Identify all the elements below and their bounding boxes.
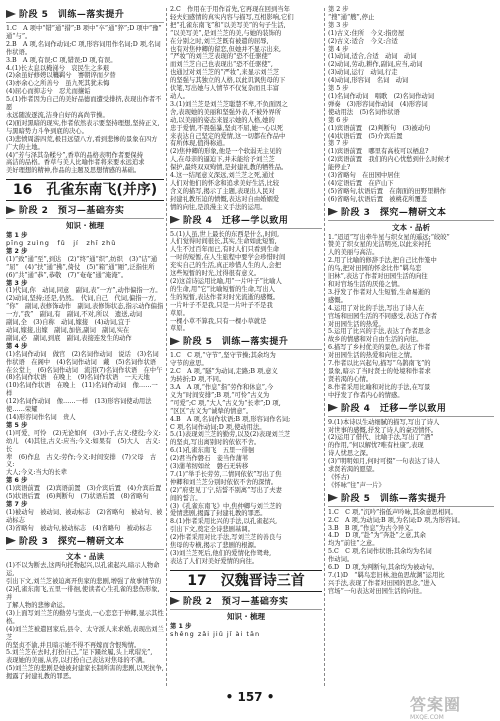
text-line: 3.B A 项,有误;C 项,错误;D 项,有误。 — [6, 56, 117, 64]
left-column — [6, 6, 164, 681]
text-line: (14)形容词作名词 贵人 — [6, 413, 76, 421]
text-line: 景象,暗示了当时贤士的处境和作者求 — [328, 367, 431, 375]
section-heading: 阶段 3 探究—精研文本 — [6, 536, 164, 550]
text-line: 2.C A 项,为动词;B 项,为名词;D 项,为形容词。 — [328, 516, 464, 524]
text-line: 5.C C 项,名词作状语;其余均为名词 — [328, 548, 432, 556]
section-heading: 阶段 5 训练—落实提升 — [328, 493, 494, 507]
text-line: 5.(1)表现刘兰芝的勤劳,以及(2)表现刘兰芝 — [170, 431, 291, 439]
text-line: 第 3 步 — [328, 21, 349, 29]
text-line: 2.C 作用在于用作首先,它再现在回到当年 — [170, 6, 290, 13]
text-line: (3)省略句 被动句,被动标志 (4)省略句 被动标志 — [6, 524, 152, 532]
text-line: 一方,“我” 副词,有 副词,不对,所以 遗送,动词 — [6, 311, 143, 319]
text-line: 7.作者以比兴起句,描写“乌鹊南飞”的 — [328, 360, 431, 368]
text-line: (6)省略句,状语后置 被桃花所覆盖 — [328, 195, 428, 203]
subsection-heading: 文本 · 品析 — [391, 222, 431, 232]
text-line: (3)蒲苇纫如丝 磐石无转移 — [170, 463, 249, 471]
text-line: 作状语 在阁中 (4)名词作动词 戴 (5)名词作状语 — [6, 358, 157, 366]
section-heading: 阶段 2 预习—基础夯实 — [6, 205, 164, 219]
answer-block — [6, 485, 164, 501]
text-line: 了解人物的悲惨命运。 — [6, 602, 69, 609]
text-line: 《怀古) — [328, 473, 350, 481]
text-line: 赞美了织女星的光洁明亮,以此来衬托 — [328, 241, 431, 249]
text-line: (1)宾语前置 (2)判断句 (3)被动句 — [328, 124, 431, 132]
section-heading: 阶段 5 训练—落实提升 — [6, 9, 164, 23]
text-line: 而刘兰芝自己也表现出“恐不任驱使”, — [170, 61, 273, 69]
text-line: 表达了人们对美好爱情的向往。 — [170, 557, 259, 565]
text-line: 副词,全 (3)自称 动词,嫁接 (4)动词,宜于 — [6, 319, 131, 327]
text-line: 焦母的专横,揭示了悲剧的根源。 — [170, 542, 261, 550]
section-heading: 阶段 3 探究—精研文本 — [328, 207, 494, 221]
text-line: 4.这一结尾意义深远,刘兰芝之死,通过 — [170, 172, 275, 180]
right-column — [328, 6, 494, 596]
text-line: 旧林”,表达了作者对田园生活的向往 — [328, 273, 428, 281]
text-line: 4.B A 项,名词作状语;B 项,形容词作名词; — [170, 415, 291, 423]
text-line: 4.(1)长太息以掩涕兮 哀民生之多艰 — [6, 64, 110, 72]
text-line: “屈” (4)“扶”通“拂”,倚仗 (5)“箱”通“厢”,泛指住所 — [6, 263, 155, 271]
answer-block — [6, 562, 164, 681]
text-line: 表现她的美丽,从容,以打扮自己表达对焦母的不满。 — [6, 657, 149, 665]
watermark-logo: 答案圈 MXQE.COM — [410, 695, 462, 721]
text-line: 《怀咏“往”声一片》 — [328, 481, 385, 489]
answer-block — [6, 430, 164, 477]
text-line: (4)刘兰芝被遣回家后,县令、太守派人来求婚,表现出刘兰芝 — [6, 625, 164, 641]
text-line: (1)动词,适合,合适 动词 动词 — [328, 53, 417, 61]
answer-block — [170, 231, 322, 334]
text-line: (5)状语后置 (6)判断句 (7)状语后置 (8)省略句 — [6, 493, 149, 501]
text-line: 诗人忧思之深。 — [328, 450, 373, 458]
text-line: 在分别之时,刘兰芝既有被遣的屈辱, — [170, 37, 269, 45]
text-line: (5)省略句,状语后置 在南面的田野里耕作 — [328, 187, 446, 195]
text-line: “可爱”;C 项,“大人”古义为“长辈”;D 项, — [170, 399, 281, 407]
text-line: 义为“时间安排”;B 项,“可怜”古义为 — [170, 391, 270, 399]
column-divider — [324, 8, 325, 686]
text-line: 1.C C 项,“守节”,坚守节操;其余均为 — [170, 352, 276, 360]
text-line: 辈 (6)作息 古义:劳作;今义:时间安排 (7)父母 古义: — [6, 453, 157, 469]
pinyin-line: shěng zǎi jiǔ jǐ ài tān — [170, 629, 261, 638]
text-line: 官场”一句表达对田园生活的向往。 — [328, 587, 426, 595]
text-line: 第 6 步 — [328, 116, 349, 124]
text-line: 贤若渴的心情。 — [328, 375, 373, 383]
text-line: (3)刘兰芝死后,他们的爱情化作鸳鸯, — [170, 550, 272, 557]
text-line: 6.D D 项,为判断句,其余均为被动句。 — [328, 564, 439, 572]
triangle-icon — [170, 597, 180, 605]
text-line: 4.运用了对比的手法,写出了诗人在 — [328, 304, 425, 312]
text-line: “严妆”的刘兰芝表现的“恐不任驱使” — [170, 53, 272, 61]
text-line: (2)余虽好修姱以鞿羁兮 謇朝谇而夕替 — [6, 72, 116, 80]
step-label: 第 4 步 — [6, 342, 28, 350]
text-line: 轻夫妇感情的真实内容与描写,互相影响,它们 — [170, 13, 294, 21]
text-line: 第 4 步 — [328, 45, 349, 53]
text-line: 3.B B 项,“作息”为古今异义。 — [328, 524, 417, 532]
text-line: 对田园生活的热爱和向往之情。 — [328, 352, 417, 360]
answer-block — [170, 352, 322, 565]
text-line: 通“与”。 — [6, 32, 32, 40]
text-line: (4)定语后置 在庐山下 — [328, 179, 394, 187]
text-line: 7.(1)“举手长劳劳,二情同依依”写出了焦 — [170, 470, 282, 478]
text-line: 永远随波逐流,洁身自好的高尚节操。 — [6, 111, 109, 119]
text-line: (4)动词,形容词 名词 动词 — [328, 77, 409, 85]
text-line: 舍,表现她的美丽和坚强外表,不被外界所 — [170, 108, 282, 116]
text-line: (6)“共”通“恭”,恭敬 (7)“奄奄”通“淹淹”。 — [6, 271, 128, 279]
text-line: (4)屈心而抑志兮 忍尤而攘诟 — [6, 88, 91, 96]
text-line: 有所体现,值得称道。 — [170, 140, 229, 148]
text-line: 5.(1)人虽,世上最长的东西是什么,时间, — [170, 230, 280, 238]
text-line: 生的短暂,表达作者对时光流逝的感慨。 — [170, 293, 280, 301]
text-line: 仲卿和刘兰芝分别时依依不舍的深情。 — [170, 478, 278, 486]
text-line: 引出下文,奠定全诗悲剧基调。 — [170, 526, 254, 534]
subsection-heading: 知识 · 梳理 — [226, 611, 266, 621]
triangle-icon — [6, 206, 16, 214]
text-line: 情的向往,是浪漫主义手法的运用。 — [170, 203, 267, 211]
text-line: 的生命,用“它”比喻短暂的生命,写出人 — [170, 285, 275, 293]
triangle-icon — [170, 337, 180, 345]
middle-column — [170, 6, 322, 639]
text-line: 8.(1)作者采用比兴的手法,以孔雀起兴, — [170, 518, 278, 526]
step-label: 第 1 步 — [170, 622, 192, 630]
text-line: 均为“前往”之意。 — [328, 540, 379, 548]
text-line: 一时的短暂,在人生旅程中要学会珍惜时间 — [170, 254, 286, 262]
text-line: (1)被动句 被动词、被动标志 (2)省略句 被动句、被动标志 — [6, 508, 163, 524]
subsection-heading: 文本 · 品读 — [65, 551, 105, 561]
triangle-icon — [328, 208, 338, 216]
text-line: (5)刘兰芝的悲剧是她被封建家长制所害的悲剧,以死抗争, — [6, 665, 164, 673]
answer-block — [328, 234, 494, 400]
text-line: 人们对他们的怀念和追求美好生活,比较 — [170, 179, 280, 187]
text-line: 5.(1)作者因为自己的美好品德而遭受排挤,表现出作者不愿 — [6, 96, 162, 112]
text-line: 也通过对刘兰芝的“严妆”,来显示刘兰芝 — [170, 69, 280, 77]
step-label: 第 5 步 — [6, 421, 28, 429]
section-heading: 阶段 2 预习—基础夯实 — [170, 596, 322, 610]
text-line: 8.作者采用比喻和对比的手法,在写景 — [328, 383, 431, 391]
text-line: (1)宾语前置 (2)宾语前置 (3)介宾后置 (4)介宾后置 — [6, 485, 162, 493]
text-line: (2)古义:适合 今义:合适 — [328, 37, 398, 45]
text-line: C 项,名词作动词;D 项,使动用法。 — [170, 423, 266, 431]
text-line: 2.B A 项,名词作动词;C 项,形容词用作名词;D 项,名词作状语。 — [6, 40, 161, 56]
text-line: 的坚贞不渝,并且暗示她不得不再嫁而含恨殉情。 — [6, 641, 141, 649]
text-line: 中抒发了作者内心的情感。 — [328, 391, 404, 399]
text-line: “你” 副词,表修饰动作 副词,表修饰状态,指示动作偏指 — [6, 303, 164, 311]
text-line: 守节的意思。 — [170, 360, 208, 368]
text-line: “区区”古义为“诚挚的情意”。 — [170, 407, 253, 415]
subsection-heading: 知识 · 梳理 — [65, 221, 105, 231]
text-line: 和对官场生活的厌倦之情。 — [328, 281, 404, 288]
text-line: 第 2 步 — [328, 6, 349, 13]
answer-block — [328, 419, 494, 490]
text-line: 第 5 步 — [328, 85, 349, 93]
text-line: (1)代词,你 动词,同意 副词,表“一方”,动作偏指一方。 — [6, 287, 162, 295]
text-line: 官场和田园生活的不同感受,表达了作者 — [328, 312, 438, 320]
text-line: (2)面对黑暗的现实,作者依然表示要坚持理想,坚持正义, — [6, 119, 160, 127]
text-line: “搜”通“艘”,停止 — [328, 13, 375, 21]
answer-block — [6, 351, 164, 422]
text-line: 对世事的感慨,抒发了诗人的豪迈情怀。 — [328, 426, 438, 434]
step-label: 第 2 步 — [6, 247, 28, 255]
text-line: 引出下文,刘兰芝被迫离开焦家的悲剧,增强了故事情节的 — [6, 578, 162, 586]
lesson-title: 16 孔雀东南飞(并序) — [6, 179, 164, 201]
text-line: (2)作者采用对比手法,写刘兰芝的善良与 — [170, 534, 282, 542]
text-line: 对田园生活的热爱。 — [328, 320, 385, 328]
text-line: (1)名词作动词 做官 (2)名词作动词 说话 (3)名词 — [6, 350, 159, 358]
triangle-icon — [328, 404, 338, 412]
lesson-title: 17 汉魏晋诗三首 — [170, 570, 322, 592]
text-line: 人生不过百年而已,有时人们只看到生命 — [170, 246, 280, 254]
text-line: (4)“芳与泽其杂糅兮”,香草的品格表明作者要保持 — [6, 151, 144, 159]
text-line: (1)宾语前置 哪里有高枝可以栖息? — [328, 148, 429, 156]
answer-block — [6, 509, 164, 533]
text-line: 的坚贞,写出离别时的依依不舍。 — [170, 439, 261, 447]
text-line: 4.D D 项,“赴”为“奔赴”之意,其余 — [328, 532, 426, 540]
text-line: (2)“府吏见丁宁,结誓不别离”写出了夫妻 — [170, 486, 282, 494]
answer-block — [170, 6, 322, 212]
triangle-icon — [170, 216, 180, 224]
text-line: 一片叶子不是我,只是一片叶子不是我 — [170, 301, 273, 309]
section-heading: 阶段 5 训练—落实提升 — [170, 336, 322, 350]
text-line: (3)省略句 在田园中居住 — [328, 172, 400, 180]
text-line: 揭露了封建礼教的罪恶。 — [6, 673, 76, 681]
text-line: 保护,最终双双殉情,是封建礼教的牺牲品。 — [170, 164, 288, 172]
text-line: 作动词。 — [328, 556, 354, 564]
text-line: 把“孔雀东南飞”和“以美写美”的句子生活, — [170, 21, 286, 29]
triangle-icon — [6, 10, 16, 18]
text-line: (2)孔雀东南飞,五里一徘徊,使读者心生孔雀的悲伤形象,并 — [6, 586, 160, 602]
text-line: 能停止? — [328, 164, 351, 172]
text-line: (2)运用了借代、比喻手法,写出了“酒” — [328, 434, 434, 442]
step-label: 第 7 步 — [6, 500, 28, 508]
text-line: 动,以美丽的姿态来显示她的人格,她的 — [170, 116, 275, 124]
text-line: 兴手法,表现了作者对田园的思念,“进入 — [328, 579, 436, 587]
text-line: “以美写美”,是刘兰芝的美,与她的装饰的 — [170, 29, 282, 37]
text-line: (10)名词作状语 在晚上 (11)名词作动词 像……一样 — [6, 382, 158, 398]
text-line: 2.用了比喻的修辞手法,把自己比作笼中 — [328, 257, 437, 265]
text-line: 这些短暂的时光,过得很有意义。 — [170, 270, 261, 278]
text-line: 人,在母亲的逼迫下,并未能给予刘兰芝 — [170, 156, 275, 164]
text-line: 动词,嫁接,出嫁 副词,加倍,副词 副词,实在 — [6, 327, 130, 334]
text-line: 人们觉得时间很长,其实,生命如此短暂, — [170, 238, 277, 246]
text-line: 故乡的情感和对自由生活的向往。 — [328, 336, 423, 344]
text-line: 使动用法 (5)名词作状语 — [328, 108, 400, 116]
text-line: (1)古义:住所 今义:指房屋 — [328, 29, 405, 37]
text-line: (2)这首诗运用比喻,用“一片叶子”比喻人 — [170, 278, 282, 285]
text-line: 第 7 步 — [328, 140, 349, 148]
text-line: (2)焦仲卿的形象,他是一个软弱无主见的 — [170, 148, 282, 156]
text-line: 5.刘兰芝在去时,打扮自己,“足下蹑丝履,头上玳瑁光”, — [6, 649, 153, 657]
step-label: 第 6 步 — [6, 477, 28, 485]
text-line: 高洁的品格。香草与美人比喻作者将来要永远追求 — [6, 159, 145, 167]
text-line: 3.抒发了作者对人生短暂,生命易逝的 — [328, 288, 431, 296]
text-line: (3)亦余心之所善兮 虽九死其犹未悔 — [6, 80, 110, 88]
answer-block — [328, 6, 494, 204]
text-line: (8)名词作状语 在晚上 (9)名词作状语 一天天地 — [6, 374, 150, 382]
text-line: 5.运用了比兴的手法,表达了作者思念 — [328, 328, 431, 336]
text-line: 弹奏 (3)形容词作动词 (4)形容词 — [328, 100, 428, 108]
text-line: (2)君当作磐石 妾当作蒲苇 — [170, 455, 249, 463]
text-line: 大人;今义:当大的长辈 — [6, 469, 67, 477]
text-line: 6.描写了乡村优美的景色,表达了作者 — [328, 344, 431, 352]
pinyin-line: pīng zuìng fǔ jí zhī zhǔ — [6, 239, 117, 248]
text-line: 的鸟,把对田园的怀念比作“羁鸟恋 — [328, 265, 422, 273]
text-line: 1.C A 项中“错”通“措”;B 项中“卒”通“猝”;D 项中“豫” — [6, 25, 162, 32]
text-line: 1.C C 项,“沉吟”指低声吟咏,其余意思相同。 — [328, 508, 457, 516]
text-line: (1)名词作动词 唱歌 (2)名词作动词 — [328, 92, 434, 100]
text-line: (12)名词作动词 像……一样 (13)形容词使动用法 使……荣耀 — [6, 398, 158, 414]
text-line: 1.“迢迢”写出牵牛星与织女星的遥远;“皎皎” — [328, 233, 450, 241]
answer-block — [6, 287, 164, 342]
text-line: (3)悲愤周游四荒,极目远望八方,看到悲惨的景象在四方 — [6, 135, 158, 143]
text-line: 忠于爱情,不畏强暴,坚贞不屈,她一心以死 — [170, 124, 284, 132]
text-line: 在公堂上 (6)名词作动词 流泪(7)名词作状语 在中午 — [6, 366, 163, 374]
text-line: 副词,必 副词,到底 副词,表接连发生的动作 — [6, 334, 132, 342]
text-line: 间的誓言。 — [170, 494, 202, 502]
text-line: 一棵小草不算我,只有一棵小草就是 — [170, 317, 267, 325]
step-label: 第 3 步 — [6, 279, 28, 287]
text-line: 感慨。 — [328, 296, 347, 304]
text-line: 也有对焦仲卿的留恋,但她并不显示出来, — [170, 45, 282, 53]
text-line: 2.C A 项,“隧”为动词,走路;B 项,意义 — [170, 368, 278, 376]
text-line: 幼儿 (4)其往,古义:应当;今义:如果有 (5)大人 古义:长 — [6, 437, 161, 453]
text-line: (2)动词,劳动,耕作,副词,应当,动词 — [328, 61, 423, 69]
text-line: (1)“致”通“至”,到达 (2)“终”通“织”,纺织 (3)“诘”通 — [6, 255, 158, 263]
text-line: (3)《孔雀东南飞》中,焦仲卿与刘兰芝的 — [170, 502, 282, 510]
text-line: (3)上面写刘兰芝的勤劳与坚贞,一心恋恋于仲卿,显示其性格。 — [6, 609, 164, 625]
text-line: 3.(1)刘兰芝是刘兰芝聪慧不卑,不负面固之 — [170, 100, 288, 108]
column-divider — [166, 8, 167, 686]
text-line: 7.(1)D “羁鸟恋旧林,池鱼思故渊”运用比 — [328, 572, 445, 579]
page-number: • 157 • — [225, 690, 275, 704]
text-line: (1)不以为断去,这两句托物起兴,以孔雀起兴,暗示人物命运, — [6, 562, 160, 578]
text-line: 封建礼教压迫的愤慨,表达对自由婚姻爱 — [170, 195, 280, 203]
text-line: 9.(1)本诗以生动细腻的描写,写出了诗人 — [328, 418, 440, 426]
text-line: 爱情悲剧,揭露了封建礼教的罪恶。 — [170, 510, 267, 518]
triangle-icon — [328, 494, 338, 502]
text-line: 人的美丽与高洁。 — [328, 249, 379, 257]
text-line: 求贤若渴的愿望。 — [328, 466, 379, 474]
answer-block — [6, 256, 164, 280]
text-line: 广大的土地。 — [6, 143, 44, 151]
text-line: 动人。 — [170, 92, 189, 100]
text-line: 草原。 — [170, 309, 189, 317]
text-line: (3)动词,运行 动词,行走 — [328, 69, 398, 77]
text-line: 的坚强与其独立的人格,以此讥讽焦母的下 — [170, 77, 286, 85]
text-line: (4)状语后置 (5)介宾后置 — [328, 132, 403, 140]
section-heading: 阶段 4 迁移—学以致用 — [170, 215, 322, 229]
text-line: 含义的描写,揭示了主题,表现出人民对 — [170, 187, 275, 195]
text-line: (2)宾语前置 我们的内心忧愁到什么时候才 — [328, 156, 451, 164]
text-line: (2)动词,坚持;还是,仍然。 代词,自己 代词,偏指一方, — [6, 295, 157, 303]
text-line: 伏笔,写出她与人情节不仅复杂而且丰富 — [170, 85, 280, 93]
text-line: 6.(1)孔雀东南飞 五里一徘徊 — [170, 447, 255, 455]
step-label: 第 1 步 — [6, 232, 28, 240]
answer-block — [6, 25, 164, 175]
text-line: 草原。 — [170, 325, 189, 333]
text-line: (1)可爱、可怜 (2)无论如何 (3)小子,古义:使役;今义: — [6, 429, 161, 437]
triangle-icon — [6, 537, 16, 545]
section-heading: 阶段 4 迁移—学以致用 — [328, 403, 494, 417]
text-line: (3)“明明如月,何时可掇”一句表达了诗人 — [328, 458, 440, 466]
text-line: 来表达自己坚定的爱情,这一切都在作品中 — [170, 132, 286, 140]
text-line: 为转折;D 项,不同。 — [170, 376, 226, 384]
text-line: 充实自己的生活,真正珍惜人生的人,会把 — [170, 262, 282, 270]
answer-block — [328, 509, 494, 596]
text-line: 美好理想的精神,作品的主题及思想情感的基础。 — [6, 167, 141, 175]
text-line: 与黑暗势力斗争到底的决心。 — [6, 127, 88, 135]
text-line: 3.A A 项,“作息”指“劳作和休息”,今 — [170, 383, 274, 391]
text-line: 的作用,“何以解忧?唯有杜康”,表现 — [328, 442, 424, 450]
